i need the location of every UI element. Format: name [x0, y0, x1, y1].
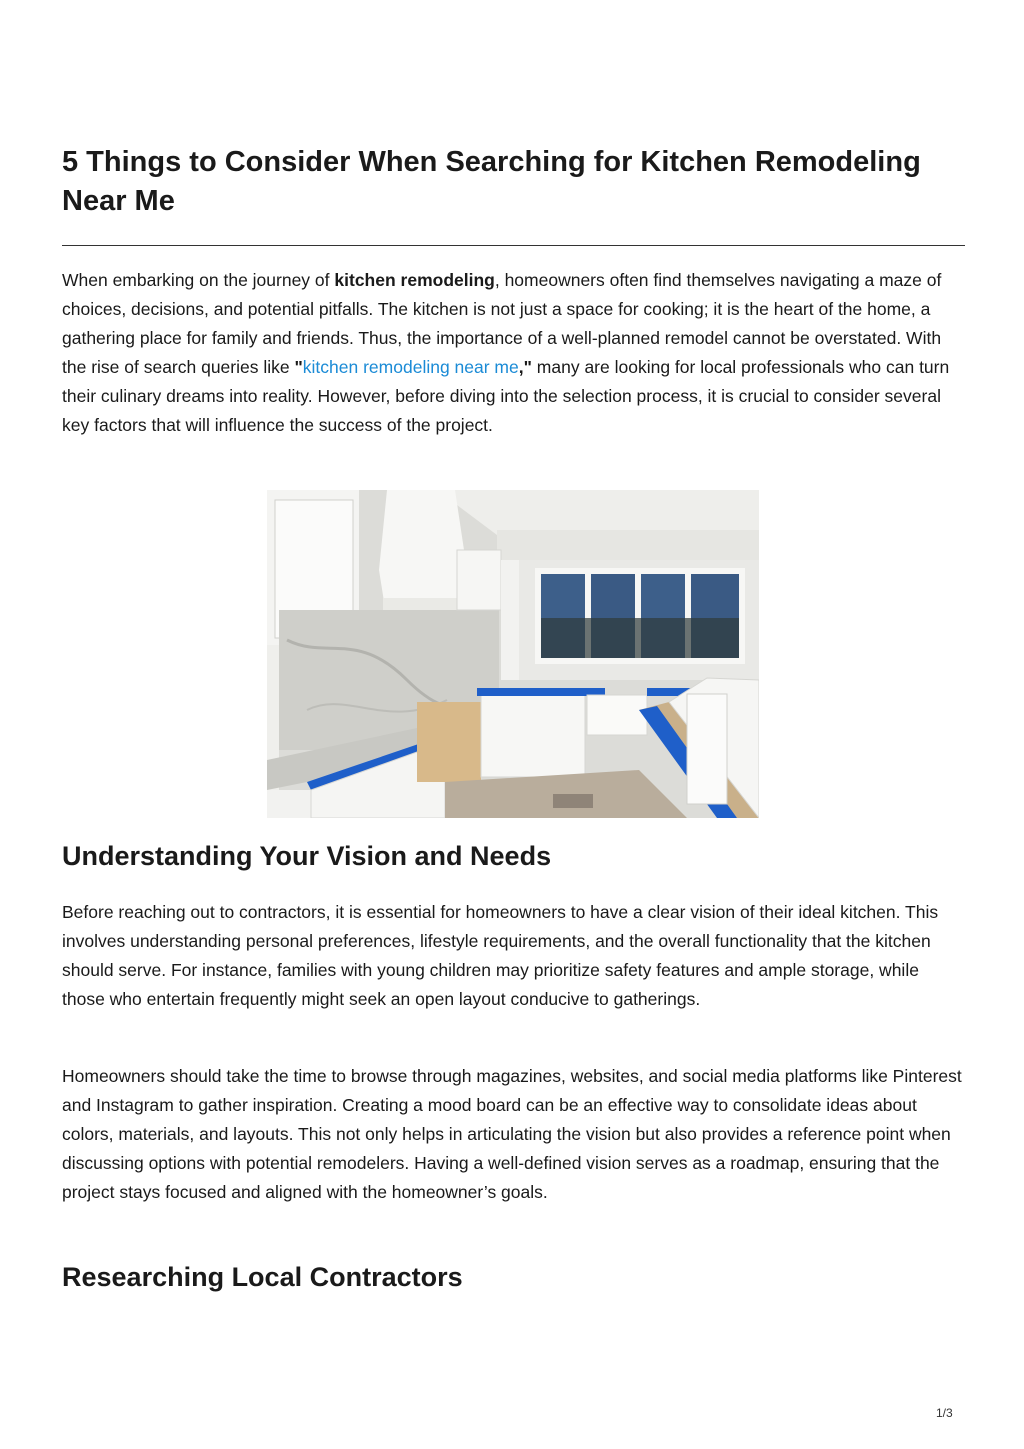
title-divider	[62, 245, 965, 246]
page-title: 5 Things to Consider When Searching for Kitchen Remodeling Near Me	[62, 146, 921, 217]
intro-text-2: , homeowners often find themselves navigating a maze of choices, decisions, and potential pitfalls. The kitchen is not just a space for cooking; it is the heart of the home, a gathering place for family and friends. Thus, the importance of a well-planned remodel cannot be overstated. With the rise of search queries like	[62, 270, 942, 377]
intro-text-3: many are looking for local professionals who can turn their culinary dreams into reality. However, before diving into the selection process, it is crucial to consider several key factors that will influence the success of the project.	[62, 357, 950, 435]
intro-text-1: When embarking on the journey of	[62, 270, 335, 290]
kitchen-illustration	[267, 490, 759, 818]
quote-close: ,"	[518, 357, 532, 377]
page-number: 1/3	[936, 1406, 953, 1420]
kitchen-photo	[267, 490, 759, 818]
intro-bold-keyword: kitchen remodeling	[334, 270, 495, 290]
quote-open: "	[294, 357, 303, 377]
kitchen-remodeling-link[interactable]: kitchen remodeling near me	[302, 357, 519, 377]
vision-paragraph-2: Homeowners should take the time to browse through magazines, websites, and social media platforms like Pinterest and Instagram to gather inspiration. Creating a mood board can be an effective way to consolidate ideas about colors, materials, and layouts. This not only helps in articulating the vision but also provides a reference point when discussing options with potential remodelers. Having a well-defined vision serves as a roadmap, ensuring that the project stays focused and aligned with the homeowner’s goals.	[62, 1066, 962, 1202]
vision-paragraph-1: Before reaching out to contractors, it is essential for homeowners to have a clear vision of their ideal kitchen. This involves understanding personal preferences, lifestyle requirements, and the overall functionality that the kitchen should serve. For instance, families with young children may prioritize safety features and ample storage, while those who entertain frequently might seek an open layout conducive to gatherings.	[62, 902, 939, 1009]
section-heading-vision: Understanding Your Vision and Needs	[62, 841, 552, 871]
section-heading-contractors: Researching Local Contractors	[62, 1262, 463, 1292]
intro-paragraph	[62, 266, 965, 440]
